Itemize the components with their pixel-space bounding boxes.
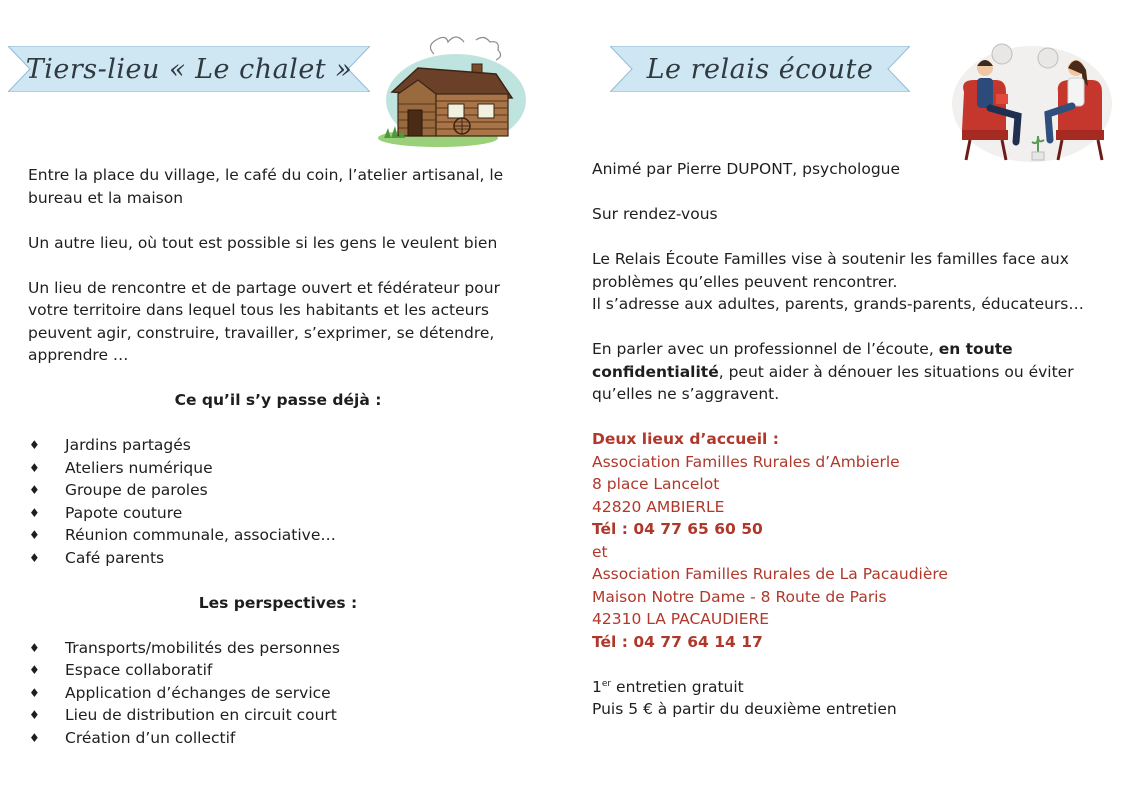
location-street: Maison Notre Dame - 8 Route de Paris xyxy=(592,587,887,606)
list-item: ♦ Groupe de paroles xyxy=(28,479,528,502)
section-heading-perspectives: Les perspectives : xyxy=(198,593,358,612)
bullet-diamond-icon: ♦ xyxy=(29,730,40,745)
bullet-diamond-icon: ♦ xyxy=(29,663,40,677)
locations-heading: Deux lieux d’accueil : xyxy=(592,430,779,448)
description-paragraph: Le Relais Écoute Familles vise à soutenir les familles face aux problèmes qu’elles peuvent rencontrer. Il s’adresse aux adultes, parents, grands-parents, éducateurs… xyxy=(592,250,1084,313)
price-line: Puis 5 € à partir du deuxième entretien xyxy=(592,700,897,718)
left-banner-title: Tiers-lieu « Le chalet » xyxy=(25,53,353,85)
list-item: ♦ Transports/mobilités des personnes xyxy=(28,637,528,660)
and-separator: et xyxy=(592,542,608,561)
perspectives-list xyxy=(28,637,528,750)
location-city: 42310 LA PACAUDIERE xyxy=(592,610,770,628)
location-phone: Tél : 04 77 64 14 17 xyxy=(592,632,763,651)
bullet-diamond-icon: ♦ xyxy=(29,685,40,700)
intro-paragraph-2: Un autre lieu, où tout est possible si les gens le veulent bien xyxy=(28,233,498,252)
bullet-diamond-icon: ♦ xyxy=(29,505,40,520)
list-item: ♦ Création d’un collectif xyxy=(28,727,528,750)
confidentiality-emphasis: en toute confidentialité xyxy=(592,340,1013,381)
left-banner xyxy=(8,46,370,92)
list-item: ♦ Lieu de distribution en circuit court xyxy=(28,704,528,727)
right-column xyxy=(592,158,1107,721)
bullet-diamond-icon: ♦ xyxy=(29,708,40,722)
confidentiality-paragraph: En parler avec un professionnel de l’écoute, en toute confidentialité, peut aider à dénouer les situations ou éviter qu’elles ne s’aggravent. xyxy=(592,340,1074,403)
list-item: ♦ Papote couture xyxy=(28,502,528,525)
right-banner xyxy=(610,46,910,92)
list-item: ♦ Jardins partagés xyxy=(28,434,528,457)
location-name: Association Familles Rurales d’Ambierle xyxy=(592,452,900,471)
counselling-session-illustration xyxy=(950,38,1114,164)
left-column xyxy=(28,164,528,749)
appointment-line: Sur rendez-vous xyxy=(592,205,718,223)
section-heading-current: Ce qu’il s’y passe déjà : xyxy=(174,391,382,409)
current-activities-list xyxy=(28,434,528,569)
bullet-diamond-icon: ♦ xyxy=(29,460,40,475)
location-phone: Tél : 04 77 65 60 50 xyxy=(592,520,763,538)
bullet-diamond-icon: ♦ xyxy=(29,640,40,655)
list-item: ♦ Réunion communale, associative… xyxy=(28,524,528,547)
location-ambierle xyxy=(592,451,1107,541)
location-street: 8 place Lancelot xyxy=(592,475,720,493)
bullet-diamond-icon: ♦ xyxy=(29,438,40,452)
location-city: 42820 AMBIERLE xyxy=(592,497,725,516)
bullet-diamond-icon: ♦ xyxy=(29,550,40,565)
intro-paragraph-1: Entre la place du village, le café du coin, l’atelier artisanal, le bureau et la maison xyxy=(28,166,504,207)
bullet-diamond-icon: ♦ xyxy=(29,528,40,542)
bullet-diamond-icon: ♦ xyxy=(29,483,40,497)
animator-line: Animé par Pierre DUPONT, psychologue xyxy=(592,160,901,178)
list-item: ♦ Espace collaboratif xyxy=(28,659,528,682)
list-item: ♦ Café parents xyxy=(28,547,528,570)
list-item: ♦ Application d’échanges de service xyxy=(28,682,528,705)
first-session-line: 1er entretien gratuit xyxy=(592,677,744,696)
right-banner-title: Le relais écoute xyxy=(646,53,874,85)
list-item: ♦ Ateliers numérique xyxy=(28,457,528,480)
location-name: Association Familles Rurales de La Pacaudière xyxy=(592,565,948,583)
log-cabin-illustration xyxy=(378,28,528,150)
location-la-pacaudiere xyxy=(592,563,1107,653)
intro-paragraph-3: Un lieu de rencontre et de partage ouvert et fédérateur pour votre territoire dans lequel tous les habitants et les acteurs peuvent agir, construire, travailler, s’exprimer, se détendre, apprendre … xyxy=(28,278,500,364)
